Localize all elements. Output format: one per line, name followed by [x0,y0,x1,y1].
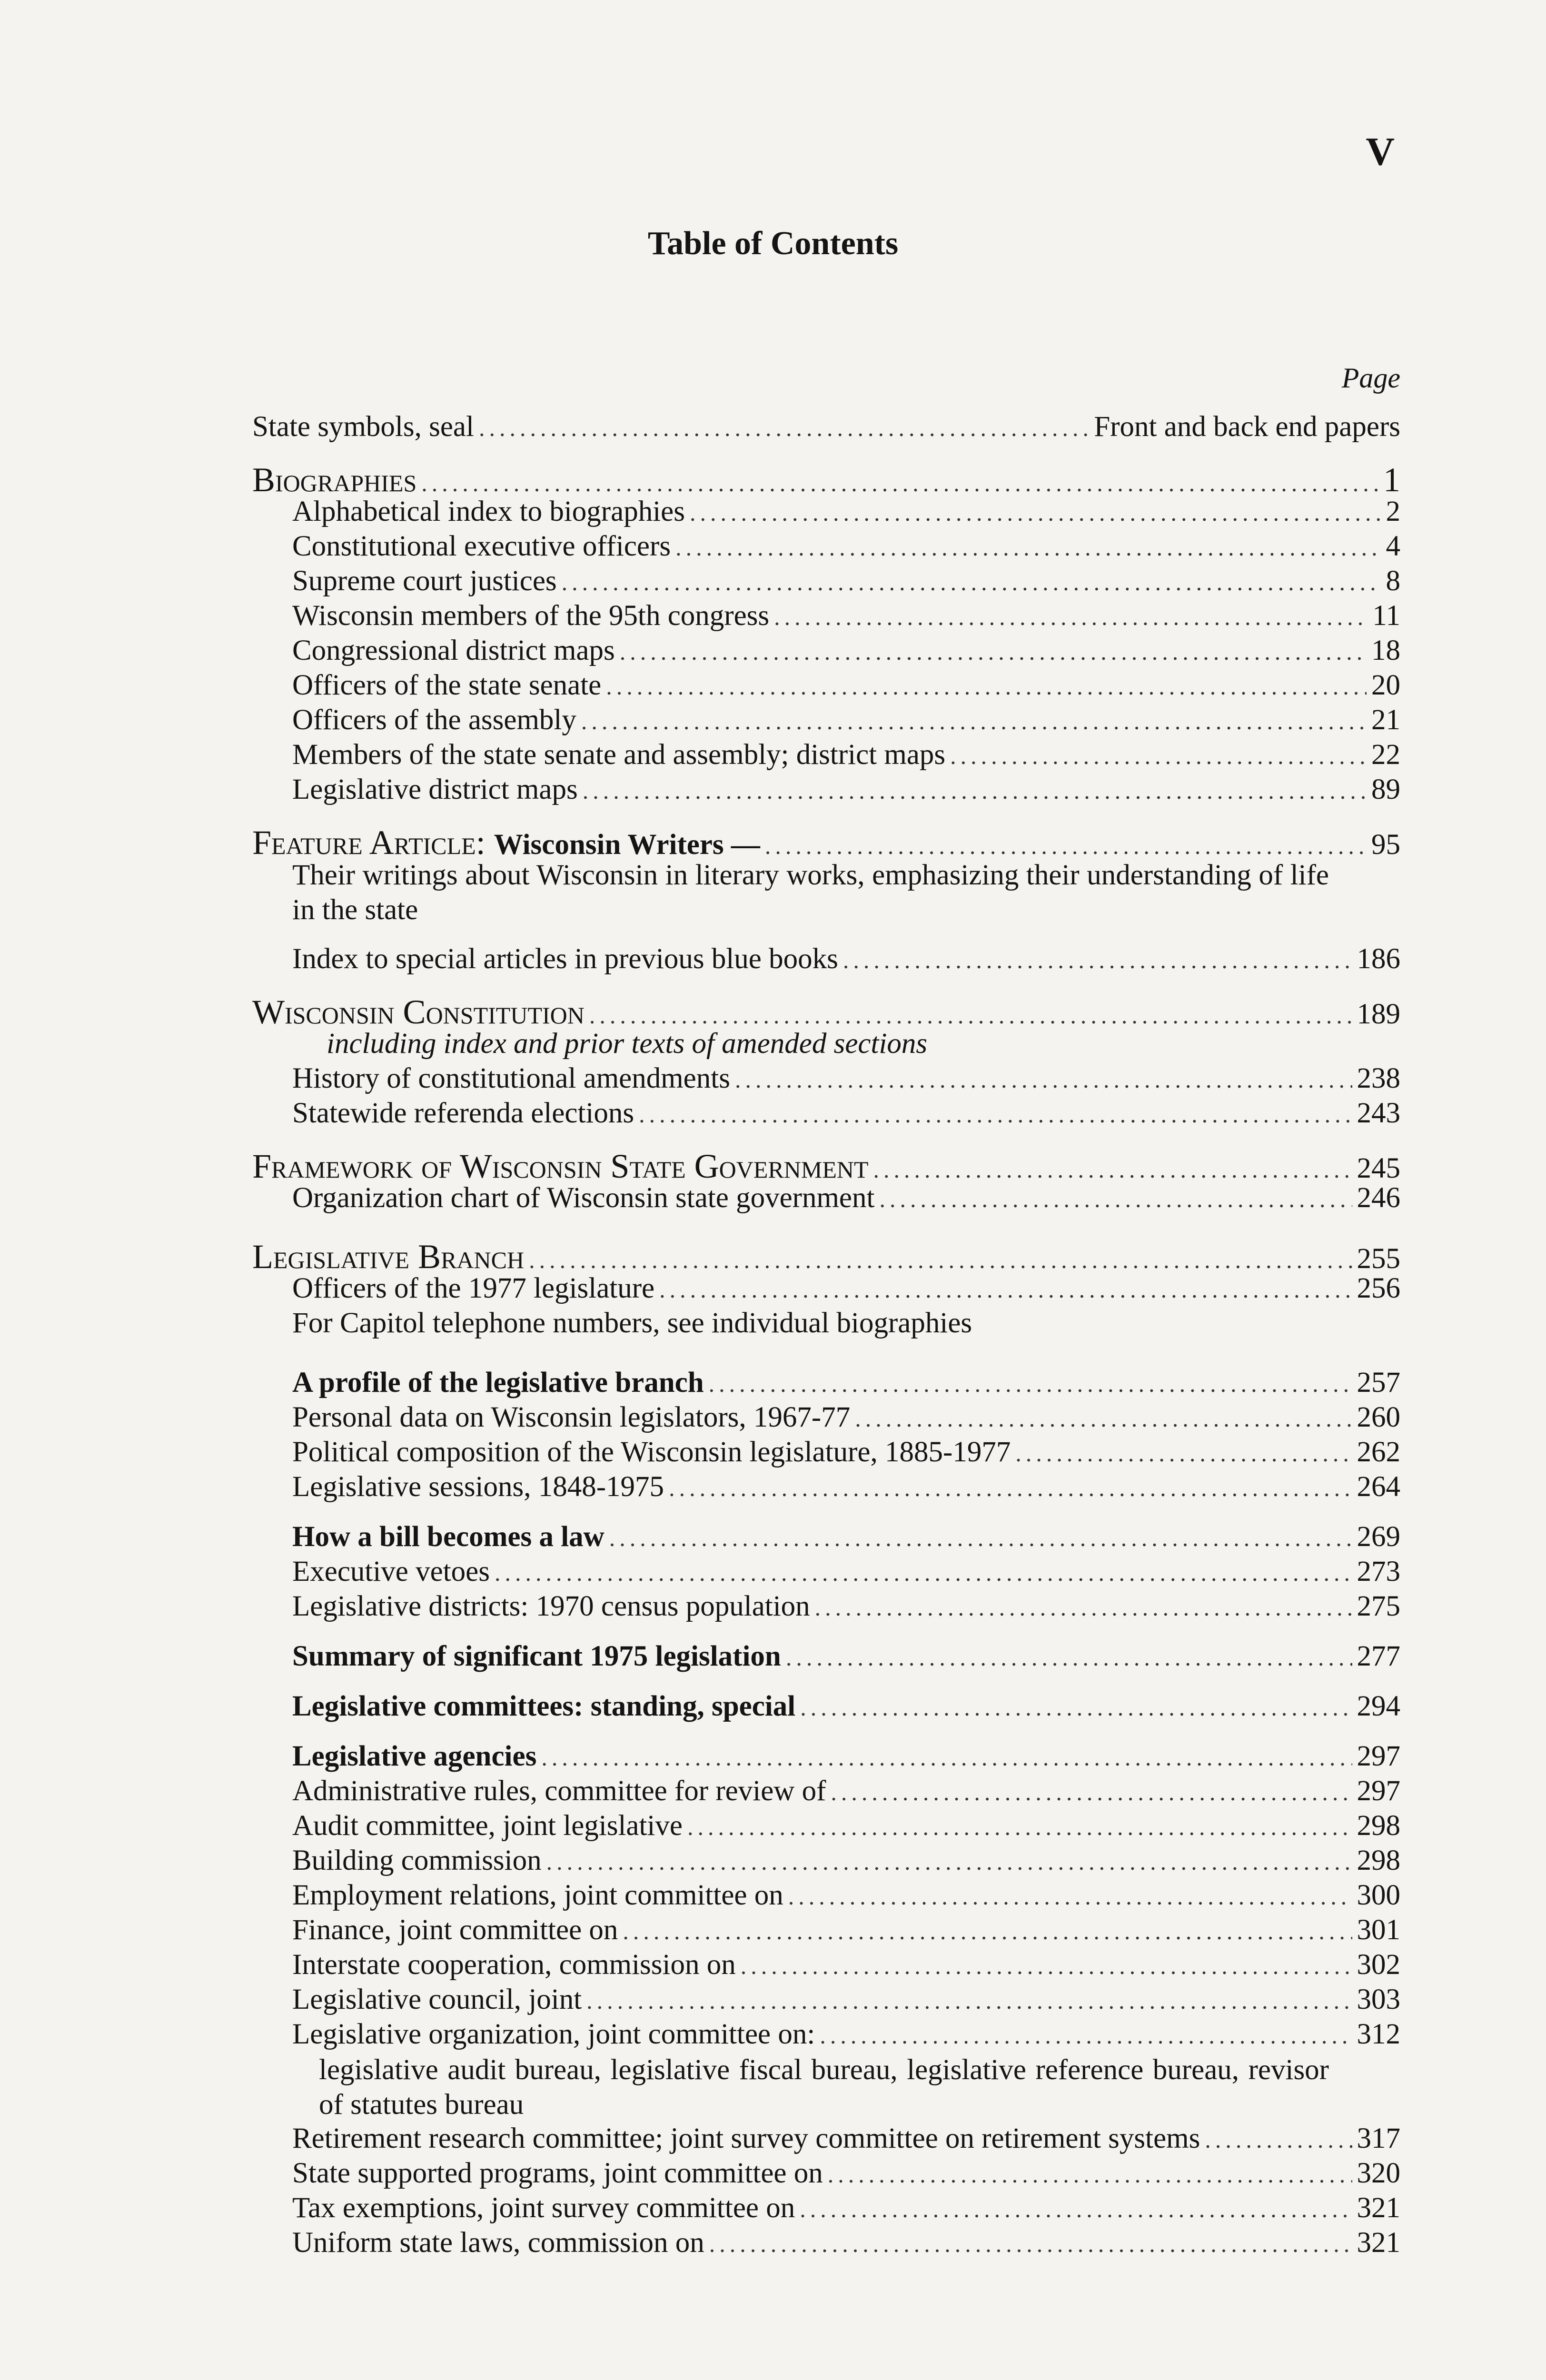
toc-entry-agencies[interactable] [252,1740,1400,1775]
entry-page: 256 [1357,1272,1400,1304]
dot-leader [581,707,1367,735]
dot-leader [1015,1439,1352,1467]
dot-leader [620,638,1367,665]
entry-page: 303 [1357,1983,1400,2015]
toc-entry[interactable] [252,1983,1400,2018]
dot-leader [421,469,1378,497]
dot-leader [800,1694,1352,1721]
entry-label: Audit committee, joint legislative [292,1810,683,1842]
dot-leader [820,2022,1352,2049]
toc-entry[interactable] [252,565,1400,599]
entry-page: 260 [1357,1401,1400,1433]
page-title: Table of Contents [647,225,899,262]
dot-leader [831,1778,1352,1806]
dot-leader [623,1917,1352,1945]
entry-label: Employment relations, joint committee on [292,1879,783,1911]
entry-page: 243 [1357,1097,1400,1129]
entry-page: 300 [1357,1879,1400,1911]
toc-entry[interactable] [252,1181,1400,1216]
toc-entry-state-symbols[interactable] [252,410,1400,445]
entry-label: A profile of the legislative branch [292,1367,704,1398]
entry-page: 277 [1357,1640,1400,1672]
entry-label: History of constitutional amendments [292,1062,730,1094]
entry-page: Front and back end papers [1094,411,1400,443]
entry-label: Administrative rules, committee for review of [292,1775,826,1807]
toc-entry[interactable] [252,773,1400,808]
dot-leader [800,2195,1352,2223]
entry-page: 186 [1357,943,1400,975]
entry-page: 20 [1371,669,1400,701]
toc-entry[interactable] [252,669,1400,704]
entry-page: 320 [1357,2157,1400,2189]
entry-label: Retirement research committee; joint survey committee on retirement systems [292,2122,1200,2154]
toc-entry[interactable] [252,495,1400,530]
dot-leader [583,777,1367,804]
feature-caps: Feature Article: [252,823,486,862]
entry-label: State supported programs, joint committee on [292,2157,823,2189]
entry-label: Legislative organization, joint committee on: [292,2018,815,2050]
dot-leader [950,742,1367,770]
entry-label: Executive vetoes [292,1556,490,1587]
entry-label: State symbols, seal [252,411,474,443]
entry-page: 264 [1357,1471,1400,1503]
dot-leader [669,1474,1352,1502]
entry-page: 95 [1371,829,1400,861]
entry-label: Officers of the 1977 legislature [292,1272,655,1304]
page-number: V [1366,129,1395,174]
entry-label: Legislative agencies [292,1740,537,1772]
dot-leader [675,534,1381,561]
dot-leader [765,832,1367,860]
entry-page: 294 [1357,1690,1400,1722]
dot-leader [659,1276,1352,1303]
dot-leader [855,1405,1352,1432]
entry-page: 312 [1357,2018,1400,2050]
entry-label: Interstate cooperation, commission on [292,1949,736,1981]
dot-leader [735,1066,1352,1093]
toc-entry[interactable] [252,2192,1400,2226]
entry-page: 269 [1357,1521,1400,1553]
toc-entry[interactable] [252,1097,1400,1131]
dot-leader [873,1156,1352,1183]
toc-entry[interactable] [252,1914,1400,1948]
section-label: Legislative Branch [252,1238,525,1276]
section-label: Wisconsin Constitution [252,993,585,1031]
entry-label: Legislative committees: standing, special [292,1690,796,1722]
toc-section-constitution[interactable] [252,992,1400,1031]
toc-section-feature-article[interactable] [252,823,1400,862]
entry-page: 255 [1357,1243,1400,1275]
toc-entry[interactable] [252,599,1400,634]
dot-leader [541,1744,1352,1771]
entry-label: Officers of the state senate [292,669,602,701]
entry-label: Members of the state senate and assembly; district maps [292,739,946,771]
dot-leader [606,673,1367,700]
entry-label: Congressional district maps [292,635,615,666]
toc-entry[interactable] [252,1844,1400,1879]
dot-leader [546,1848,1352,1875]
dot-leader [589,1002,1352,1029]
entry-label: Legislative council, joint [292,1983,582,2015]
entry-page: 238 [1357,1062,1400,1094]
dot-leader [690,499,1381,526]
organization-description: legislative audit bureau, legislative fiscal bureau, legislative reference bureau, revisor of statutes bureau [319,2054,1329,2121]
entry-label: Uniform state laws, commission on [292,2227,704,2259]
toc-entry-summary[interactable] [252,1640,1400,1675]
toc-entry[interactable] [252,1948,1400,1983]
entry-page: 317 [1357,2122,1400,2154]
entry-label: Finance, joint committee on [292,1914,618,1946]
dot-leader [741,1952,1352,1980]
entry-page: 302 [1357,1949,1400,1981]
section-label: Biographies [252,461,417,499]
toc-entry[interactable] [252,530,1400,565]
toc-entry-committees[interactable] [252,1690,1400,1725]
toc-entry[interactable] [252,1401,1400,1436]
entry-label: Summary of significant 1975 legislation [292,1640,781,1672]
toc-entry[interactable] [252,1809,1400,1844]
dot-leader [879,1185,1352,1213]
entry-label: Political composition of the Wisconsin legislature, 1885-1977 [292,1436,1011,1468]
entry-label: Legislative districts: 1970 census population [292,1590,810,1622]
toc-entry[interactable] [252,1879,1400,1914]
dot-leader [479,414,1089,442]
entry-label: Wisconsin members of the 95th congress [292,600,770,632]
toc-section-legislative[interactable] [252,1237,1400,1276]
toc-entry[interactable] [252,2018,1400,2053]
entry-page: 89 [1371,774,1400,805]
toc-entry-bill[interactable] [252,1520,1400,1555]
entry-page: 262 [1357,1436,1400,1468]
page-column-header: Page [1341,362,1400,394]
toc-entry[interactable] [252,2157,1400,2192]
dot-leader [709,2230,1352,2258]
toc-section-biographies[interactable] [252,460,1400,499]
entry-page: 1 [1383,461,1400,499]
dot-leader [843,946,1352,974]
entry-page: 257 [1357,1367,1400,1398]
section-label: Framework of Wisconsin State Government [252,1147,869,1185]
toc-entry[interactable] [252,1470,1400,1505]
entry-page: 18 [1371,635,1400,666]
feature-description: Their writings about Wisconsin in literary works, emphasizing their understanding of life in the state [292,859,1329,926]
dot-leader [529,1246,1352,1274]
entry-page: 11 [1372,600,1400,632]
entry-page: 22 [1371,739,1400,771]
dot-leader [562,568,1381,596]
toc-section-framework[interactable] [252,1147,1400,1185]
entry-page: 246 [1357,1182,1400,1214]
constitution-note: including index and prior texts of amended sections [327,1028,928,1060]
dot-leader [1205,2126,1352,2153]
toc-entry[interactable] [252,1272,1400,1307]
toc-entry[interactable] [252,2122,1400,2157]
entry-page: 321 [1357,2192,1400,2224]
toc-entry[interactable] [252,1775,1400,1809]
entry-page: 2 [1386,496,1400,527]
entry-label: Building commission [292,1844,542,1876]
entry-page: 273 [1357,1556,1400,1587]
entry-page: 298 [1357,1844,1400,1876]
entry-page: 301 [1357,1914,1400,1946]
toc-entry[interactable] [252,704,1400,738]
dot-leader [709,1370,1352,1398]
entry-page: 189 [1357,998,1400,1030]
entry-label: Statewide referenda elections [292,1097,634,1129]
toc-entry[interactable] [252,1062,1400,1097]
entry-page: 321 [1357,2227,1400,2259]
entry-label: Tax exemptions, joint survey committee on [292,2192,795,2224]
dot-leader [774,603,1368,631]
toc-entry[interactable] [252,1436,1400,1470]
phone-note: For Capitol telephone numbers, see individual biographies [292,1307,972,1339]
section-label [252,823,760,863]
entry-page: 21 [1371,704,1400,736]
entry-label: How a bill becomes a law [292,1521,605,1553]
entry-label: Officers of the assembly [292,704,576,736]
entry-label: Legislative sessions, 1848-1975 [292,1471,664,1503]
entry-label: Index to special articles in previous blue books [292,943,838,975]
dot-leader [609,1524,1352,1552]
entry-page: 275 [1357,1590,1400,1622]
dot-leader [786,1644,1352,1671]
toc-entry[interactable] [252,1590,1400,1625]
toc-entry[interactable] [252,2226,1400,2261]
dot-leader [788,1883,1352,1910]
entry-page: 297 [1357,1775,1400,1807]
entry-label: Constitutional executive officers [292,530,671,562]
entry-label: Supreme court justices [292,565,557,597]
toc-entry[interactable] [252,942,1400,977]
entry-label: Organization chart of Wisconsin state government [292,1182,875,1214]
dot-leader [639,1101,1352,1128]
toc-entry[interactable] [252,738,1400,773]
entry-page: 298 [1357,1810,1400,1842]
entry-page: 245 [1357,1152,1400,1184]
dot-leader [495,1559,1352,1587]
toc-entry-profile[interactable] [252,1366,1400,1401]
dot-leader [828,2161,1352,2188]
table-of-contents [252,410,1400,2261]
entry-page: 8 [1386,565,1400,597]
toc-entry[interactable] [252,634,1400,669]
dot-leader [815,1594,1352,1621]
dot-leader [687,1813,1352,1841]
entry-page: 4 [1386,530,1400,562]
entry-label: Personal data on Wisconsin legislators, 1967-77 [292,1401,851,1433]
feature-title: Wisconsin Writers — [494,829,760,861]
entry-label: Alphabetical index to biographies [292,496,685,527]
entry-page: 297 [1357,1740,1400,1772]
entry-label: Legislative district maps [292,774,578,805]
toc-entry[interactable] [252,1555,1400,1590]
dot-leader [586,1987,1352,2014]
